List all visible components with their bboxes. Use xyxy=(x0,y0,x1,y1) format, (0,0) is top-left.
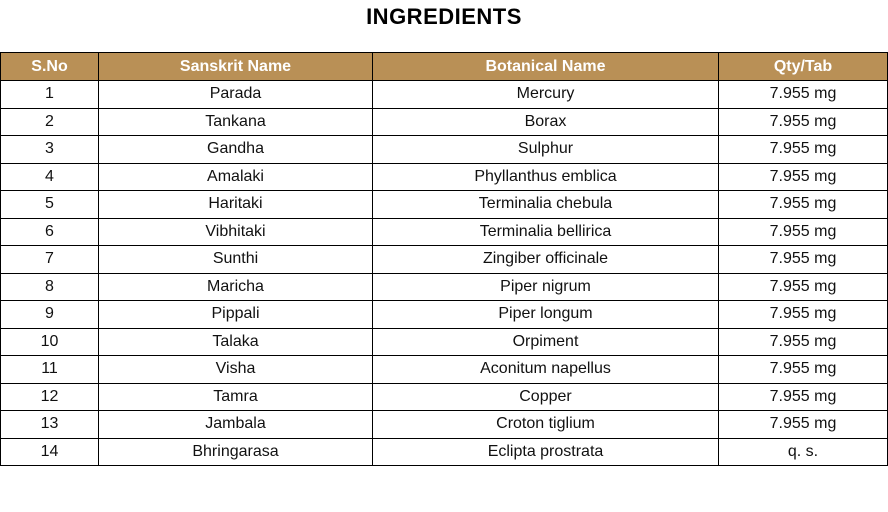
cell-sno: 10 xyxy=(1,328,99,356)
cell-botanical-name: Copper xyxy=(373,383,719,411)
table-row xyxy=(1,438,888,466)
table-row xyxy=(1,191,888,219)
header-qty-tab: Qty/Tab xyxy=(719,53,888,81)
cell-qty-tab: 7.955 mg xyxy=(719,273,888,301)
cell-botanical-name: Zingiber officinale xyxy=(373,246,719,274)
cell-sanskrit-name: Jambala xyxy=(99,411,373,439)
table-row xyxy=(1,356,888,384)
cell-sno: 4 xyxy=(1,163,99,191)
table-row xyxy=(1,246,888,274)
cell-sanskrit-name: Parada xyxy=(99,81,373,109)
cell-sanskrit-name: Tankana xyxy=(99,108,373,136)
cell-sno: 8 xyxy=(1,273,99,301)
table-header-row xyxy=(1,53,888,81)
cell-sno: 7 xyxy=(1,246,99,274)
header-sno: S.No xyxy=(1,53,99,81)
cell-botanical-name: Sulphur xyxy=(373,136,719,164)
table-row xyxy=(1,108,888,136)
cell-sanskrit-name: Gandha xyxy=(99,136,373,164)
cell-qty-tab: 7.955 mg xyxy=(719,356,888,384)
cell-botanical-name: Piper nigrum xyxy=(373,273,719,301)
cell-sno: 1 xyxy=(1,81,99,109)
table-row xyxy=(1,273,888,301)
cell-qty-tab: 7.955 mg xyxy=(719,108,888,136)
cell-botanical-name: Mercury xyxy=(373,81,719,109)
cell-sno: 9 xyxy=(1,301,99,329)
cell-sanskrit-name: Haritaki xyxy=(99,191,373,219)
cell-sanskrit-name: Talaka xyxy=(99,328,373,356)
cell-botanical-name: Terminalia bellirica xyxy=(373,218,719,246)
table-row xyxy=(1,328,888,356)
cell-qty-tab: 7.955 mg xyxy=(719,136,888,164)
table-row xyxy=(1,81,888,109)
cell-qty-tab: 7.955 mg xyxy=(719,191,888,219)
cell-qty-tab: 7.955 mg xyxy=(719,246,888,274)
cell-sno: 6 xyxy=(1,218,99,246)
cell-qty-tab: q. s. xyxy=(719,438,888,466)
cell-sanskrit-name: Visha xyxy=(99,356,373,384)
table-row xyxy=(1,136,888,164)
cell-qty-tab: 7.955 mg xyxy=(719,81,888,109)
table-row xyxy=(1,301,888,329)
cell-botanical-name: Terminalia chebula xyxy=(373,191,719,219)
table-row xyxy=(1,218,888,246)
cell-sanskrit-name: Tamra xyxy=(99,383,373,411)
header-sanskrit-name: Sanskrit Name xyxy=(99,53,373,81)
cell-sno: 12 xyxy=(1,383,99,411)
cell-qty-tab: 7.955 mg xyxy=(719,411,888,439)
cell-sanskrit-name: Vibhitaki xyxy=(99,218,373,246)
cell-sanskrit-name: Sunthi xyxy=(99,246,373,274)
cell-sno: 5 xyxy=(1,191,99,219)
cell-botanical-name: Eclipta prostrata xyxy=(373,438,719,466)
cell-botanical-name: Piper longum xyxy=(373,301,719,329)
cell-botanical-name: Orpiment xyxy=(373,328,719,356)
table-row xyxy=(1,411,888,439)
cell-sanskrit-name: Amalaki xyxy=(99,163,373,191)
table-row xyxy=(1,383,888,411)
cell-sanskrit-name: Maricha xyxy=(99,273,373,301)
cell-botanical-name: Phyllanthus emblica xyxy=(373,163,719,191)
page-title: INGREDIENTS xyxy=(366,4,522,29)
cell-qty-tab: 7.955 mg xyxy=(719,328,888,356)
cell-sno: 13 xyxy=(1,411,99,439)
cell-botanical-name: Borax xyxy=(373,108,719,136)
cell-sanskrit-name: Bhringarasa xyxy=(99,438,373,466)
cell-botanical-name: Aconitum napellus xyxy=(373,356,719,384)
cell-sno: 3 xyxy=(1,136,99,164)
cell-qty-tab: 7.955 mg xyxy=(719,301,888,329)
ingredients-table xyxy=(0,52,888,466)
header-botanical-name: Botanical Name xyxy=(373,53,719,81)
cell-botanical-name: Croton tiglium xyxy=(373,411,719,439)
cell-qty-tab: 7.955 mg xyxy=(719,383,888,411)
cell-sno: 14 xyxy=(1,438,99,466)
cell-sno: 11 xyxy=(1,356,99,384)
cell-sno: 2 xyxy=(1,108,99,136)
cell-qty-tab: 7.955 mg xyxy=(719,163,888,191)
table-row xyxy=(1,163,888,191)
cell-sanskrit-name: Pippali xyxy=(99,301,373,329)
cell-qty-tab: 7.955 mg xyxy=(719,218,888,246)
